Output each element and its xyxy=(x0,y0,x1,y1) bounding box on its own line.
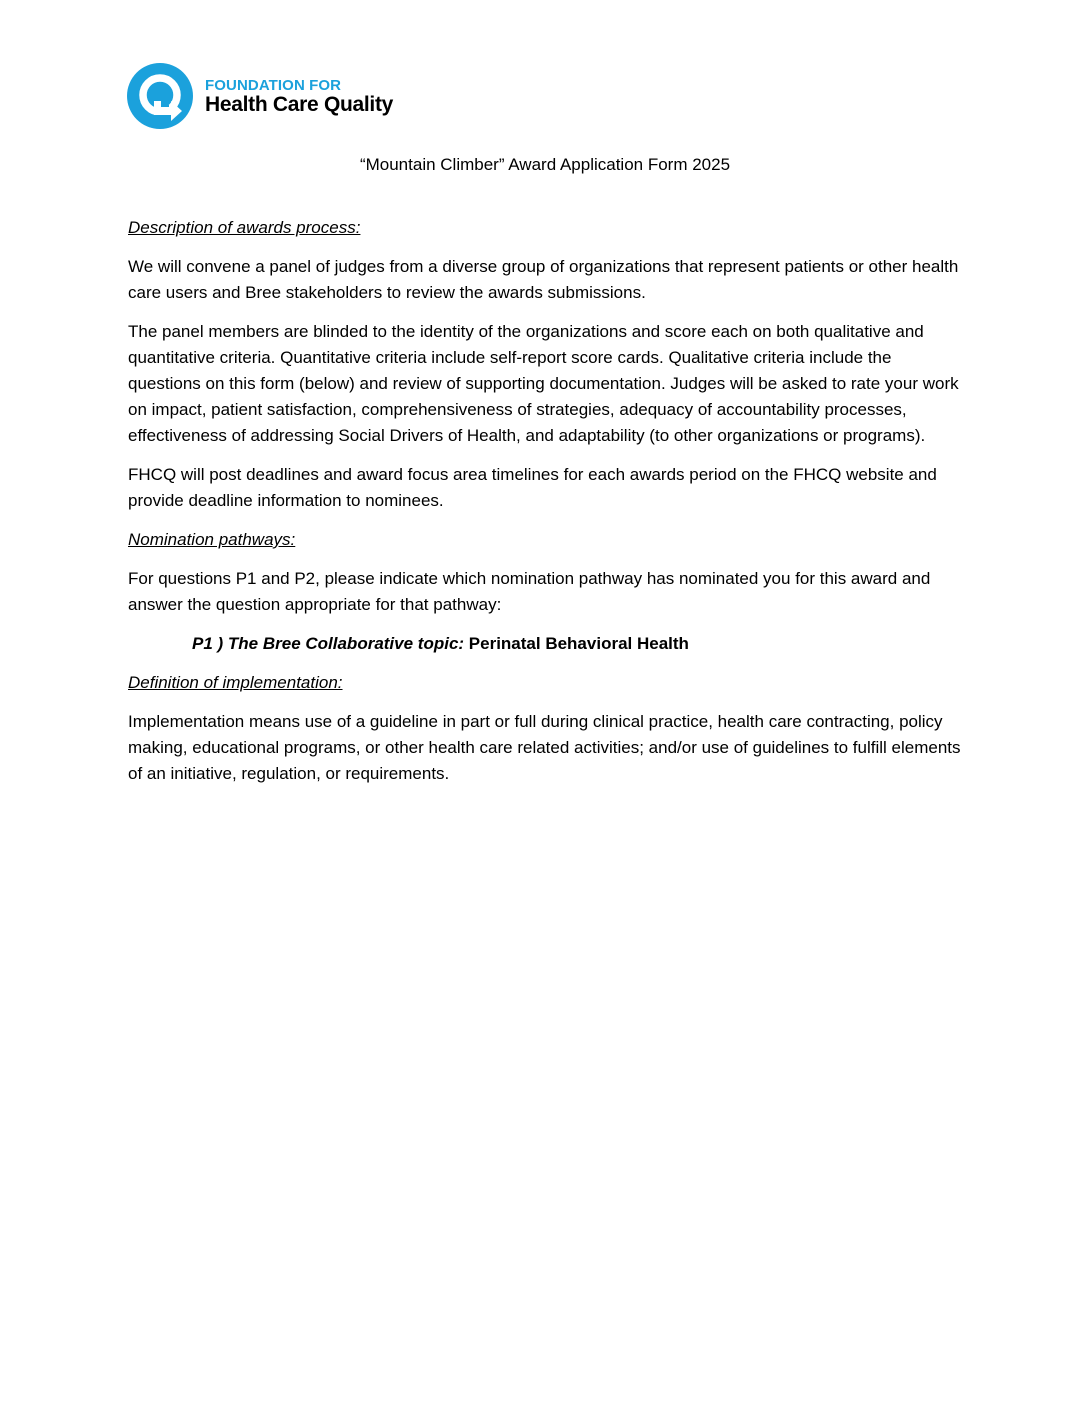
description-paragraph-2: The panel members are blinded to the identity of the organizations and score each on both qualitative and quantitative criteria. Quantitative criteria include self-report score cards. Qualitative criteria include the questions on this form (below) and review of supporting documentation. Judges will be asked to rate your work on impact, patient satisfaction, comprehensiveness of strategies, adequacy of accountability processes, effectiveness of addressing Social Drivers of Health, and adaptability (to other organizations or programs). xyxy=(128,322,959,445)
organization-logo xyxy=(127,63,393,129)
organization-name-line1: FOUNDATION FOR xyxy=(205,76,342,94)
nomination-heading: Nomination pathways: xyxy=(128,530,296,549)
definition-heading: Definition of implementation: xyxy=(128,673,343,692)
description-paragraph-1: We will convene a panel of judges from a diverse group of organizations that represent patients or other health care users and Bree stakeholders to review the awards submissions. xyxy=(128,257,959,302)
pathway-label: P1 ) The Bree Collaborative topic: xyxy=(192,634,469,653)
document-body xyxy=(128,152,962,800)
pathway-p1 xyxy=(192,631,962,657)
nomination-paragraph: For questions P1 and P2, please indicate which nomination pathway has nominated you for this award and answer the question appropriate for that pathway: xyxy=(128,569,931,614)
description-paragraph-3: FHCQ will post deadlines and award focus area timelines for each awards period on the FHCQ website and provide deadline information to nominees. xyxy=(128,465,937,510)
definition-paragraph: Implementation means use of a guideline in part or full during clinical practice, health care contracting, policy making, educational programs, or other health care related activities; and/or use of guidelines to fulfill elements of an initiative, regulation, or requirements. xyxy=(128,712,961,783)
q-arrow-logo-icon xyxy=(127,63,193,129)
organization-name-line2: Health Care Quality xyxy=(205,92,394,116)
organization-name xyxy=(205,78,393,115)
pathway-topic: Perinatal Behavioral Health xyxy=(468,634,689,653)
document-title: “Mountain Climber” Award Application Form 2025 xyxy=(359,155,731,174)
description-heading: Description of awards process: xyxy=(128,218,361,237)
